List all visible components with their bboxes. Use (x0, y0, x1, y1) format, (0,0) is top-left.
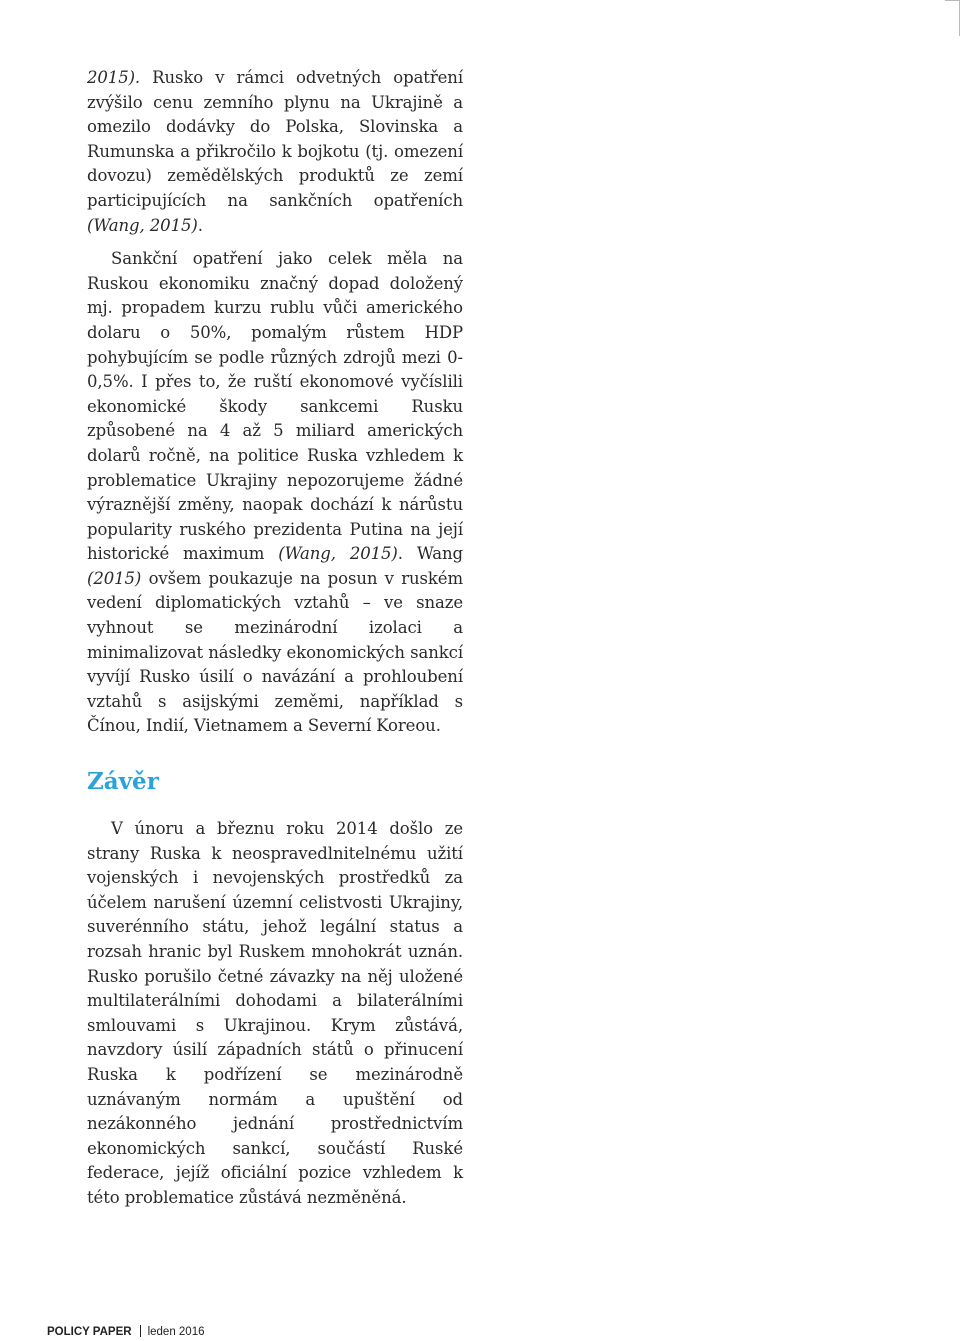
paragraph-conclusion: V únoru a březnu roku 2014 došlo ze strany Ruska k neospravedlnitelnému užití vojenských i nevojenských prostředků za účelem narušení územní celistvosti Ukrajiny, suverénního státu, jehož legální status a rozsah hranic byl Ruskem mnohokrát uznán. Rusko porušilo četné závazky na něj uložené multilaterálními dohodami a bilaterálními smlouvami s Ukrajinou. Krym zůstává, navzdory úsilí západních států o přinucení Ruska k podřízení se mezinárodně uznávaným normám a upuštění od nezákonného jednání prostřednictvím ekonomických sankcí, součástí Ruské federace, jejíž oficiální pozice vzhledem k této problematice zůstává nezměněná. (87, 819, 463, 1207)
page-edge-line-horizontal (945, 0, 960, 1)
paragraph-sanctions-impact (87, 247, 463, 739)
citation: (2015) (87, 568, 142, 588)
footer-separator (140, 1325, 141, 1337)
citation: (Wang, 2015) (278, 544, 398, 564)
footer-brand: POLICY PAPER (47, 1326, 132, 1338)
citation: 2015). (87, 68, 141, 87)
footer-date: leden 2016 (147, 1326, 205, 1338)
citation: (Wang, 2015) (87, 215, 198, 235)
paragraph-text: Sankční opatření jako celek měla na Ruskou ekonomiku značný dopad doložený mj. propadem kurzu rublu vůči amerického dolaru o 50%, pomalým růstem HDP pohybujícím se podle různých zdrojů mezi 0-0,5%. I přes to, že ruští ekonomové vyčíslili ekonomické škody sankcemi Rusku způsobené na 4 až 5 miliard amerických dolarů ročně, na politice Ruska vzhledem k problematice Ukrajiny nepozorujeme žádné výraznější změny, naopak dochází k nárůstu popularity ruského prezidenta Putina na její historické maximum (87, 249, 463, 564)
page-footer (47, 1325, 205, 1338)
paragraph-sanctions-response (87, 66, 463, 238)
paragraph-text: Rusko v rámci odvetných opatření zvýšilo cenu zemního plynu na Ukrajině a omezilo dodávky do Polska, Slovinska a Rumunska a přikročilo k bojkotu (tj. omezení dovozu) zemědělských produktů ze zemí participujících na sankčních opatřeních (87, 68, 463, 210)
paragraph-text: ovšem poukazuje na posun v ruském vedení diplomatických vztahů – ve snaze vyhnout se mezinárodní izolaci a minimalizovat následky ekonomických sankcí vyvíjí Rusko úsilí o navázání a prohloubení vztahů s asijskými zeměmi, například s Čínou, Indií, Vietnamem a Severní Koreou. (87, 568, 463, 736)
paragraph-text: . (197, 215, 203, 235)
section-heading: Závěr (87, 768, 159, 796)
text-column (87, 66, 463, 1211)
paragraph-text: . Wang (397, 544, 463, 564)
